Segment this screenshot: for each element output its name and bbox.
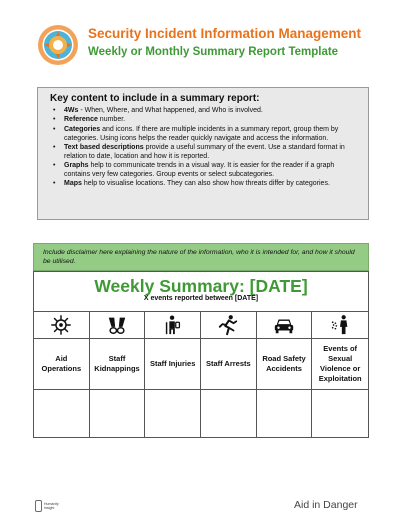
running-person-icon: [217, 314, 239, 336]
footer-brand: Aid in Danger: [294, 499, 358, 511]
report-header: [37, 22, 377, 66]
handcuffs-icon: [106, 314, 128, 336]
sexual-violence-icon: [329, 314, 351, 336]
virus-icon: [50, 314, 72, 336]
key-content-list: [50, 107, 358, 189]
item-text: provide a useful summary of the event. Use a standard format in relation to date, location and how it is reported.: [64, 143, 345, 160]
category-icon-cell: [312, 312, 368, 339]
siim-logo-icon: [37, 24, 79, 66]
category-label: Road Safety Accidents: [262, 354, 306, 373]
category-label-cell: [312, 339, 368, 390]
report-title: Security Incident Information Management: [88, 26, 362, 41]
item-text: help to visualise locations. They can also show how threats differ by categories.: [81, 180, 330, 188]
category-label: Aid Operations: [41, 354, 82, 373]
list-item: [50, 180, 358, 189]
list-item: [50, 107, 358, 116]
category-label: Staff Injuries: [149, 359, 196, 368]
item-text: - When, Where, and What happened, and Who is involved.: [78, 107, 263, 114]
list-item: [50, 126, 358, 144]
item-keyword: Graphs: [64, 162, 89, 170]
report-subtitle: Weekly or Monthly Summary Report Template: [88, 46, 339, 58]
category-grid: [34, 312, 368, 437]
category-icon-cell: [145, 312, 201, 339]
category-content-cell[interactable]: [257, 390, 313, 437]
list-item: [50, 116, 358, 125]
category-label-cell: [90, 339, 146, 390]
category-label-cell: [201, 339, 257, 390]
item-text: help to communicate trends in a visual way. It is easier for the reader if a graph contains very few categories. Group events or select subcategories.: [64, 162, 335, 178]
category-icon-cell: [90, 312, 146, 339]
list-item: [50, 144, 358, 162]
item-text: number.: [97, 116, 126, 124]
item-text: and icons. If there are multiple incidents in a summary report, group them by categories. Using icons helps the reader quickly navigate and access the information.: [64, 125, 339, 142]
summary-title: Weekly Summary: [DATE]: [94, 276, 308, 296]
category-content-cell[interactable]: [312, 390, 368, 437]
category-content-cell[interactable]: [201, 390, 257, 437]
category-label-cell: [257, 339, 313, 390]
category-label: Staff Arrests: [205, 359, 251, 368]
category-label: Staff Kidnappings: [94, 354, 140, 373]
item-keyword: Categories: [64, 125, 101, 133]
key-content-box: [37, 87, 369, 220]
category-icon-cell: [201, 312, 257, 339]
category-label-cell: [34, 339, 90, 390]
footer-partner-logo: [35, 500, 66, 512]
summary-table: [33, 271, 369, 438]
item-keyword: Reference: [64, 116, 98, 124]
category-icon-cell: [34, 312, 90, 339]
key-content-title: Key content to include in a summary report:: [50, 93, 260, 104]
footer-logo-text: Humanity Insight: [44, 502, 59, 510]
category-label: Events of Sexual Violence or Exploitation: [318, 344, 362, 383]
category-content-cell[interactable]: [145, 390, 201, 437]
summary-subtitle: X events reported between [DATE]: [143, 295, 259, 302]
shield-icon: [35, 500, 42, 512]
category-content-cell[interactable]: [90, 390, 146, 437]
item-keyword: 4Ws: [64, 107, 79, 114]
summary-header: [34, 272, 368, 312]
injured-person-icon: [162, 314, 184, 336]
disclaimer-bar: Include disclaimer here explaining the nature of the information, who it is intended for, and how it should be utilised.: [33, 243, 369, 271]
category-icon-cell: [257, 312, 313, 339]
car-icon: [273, 314, 295, 336]
category-label-cell: [145, 339, 201, 390]
category-content-cell[interactable]: [34, 390, 90, 437]
item-keyword: Text based descriptions: [64, 143, 144, 151]
list-item: [50, 162, 358, 180]
item-keyword: Maps: [64, 180, 82, 188]
